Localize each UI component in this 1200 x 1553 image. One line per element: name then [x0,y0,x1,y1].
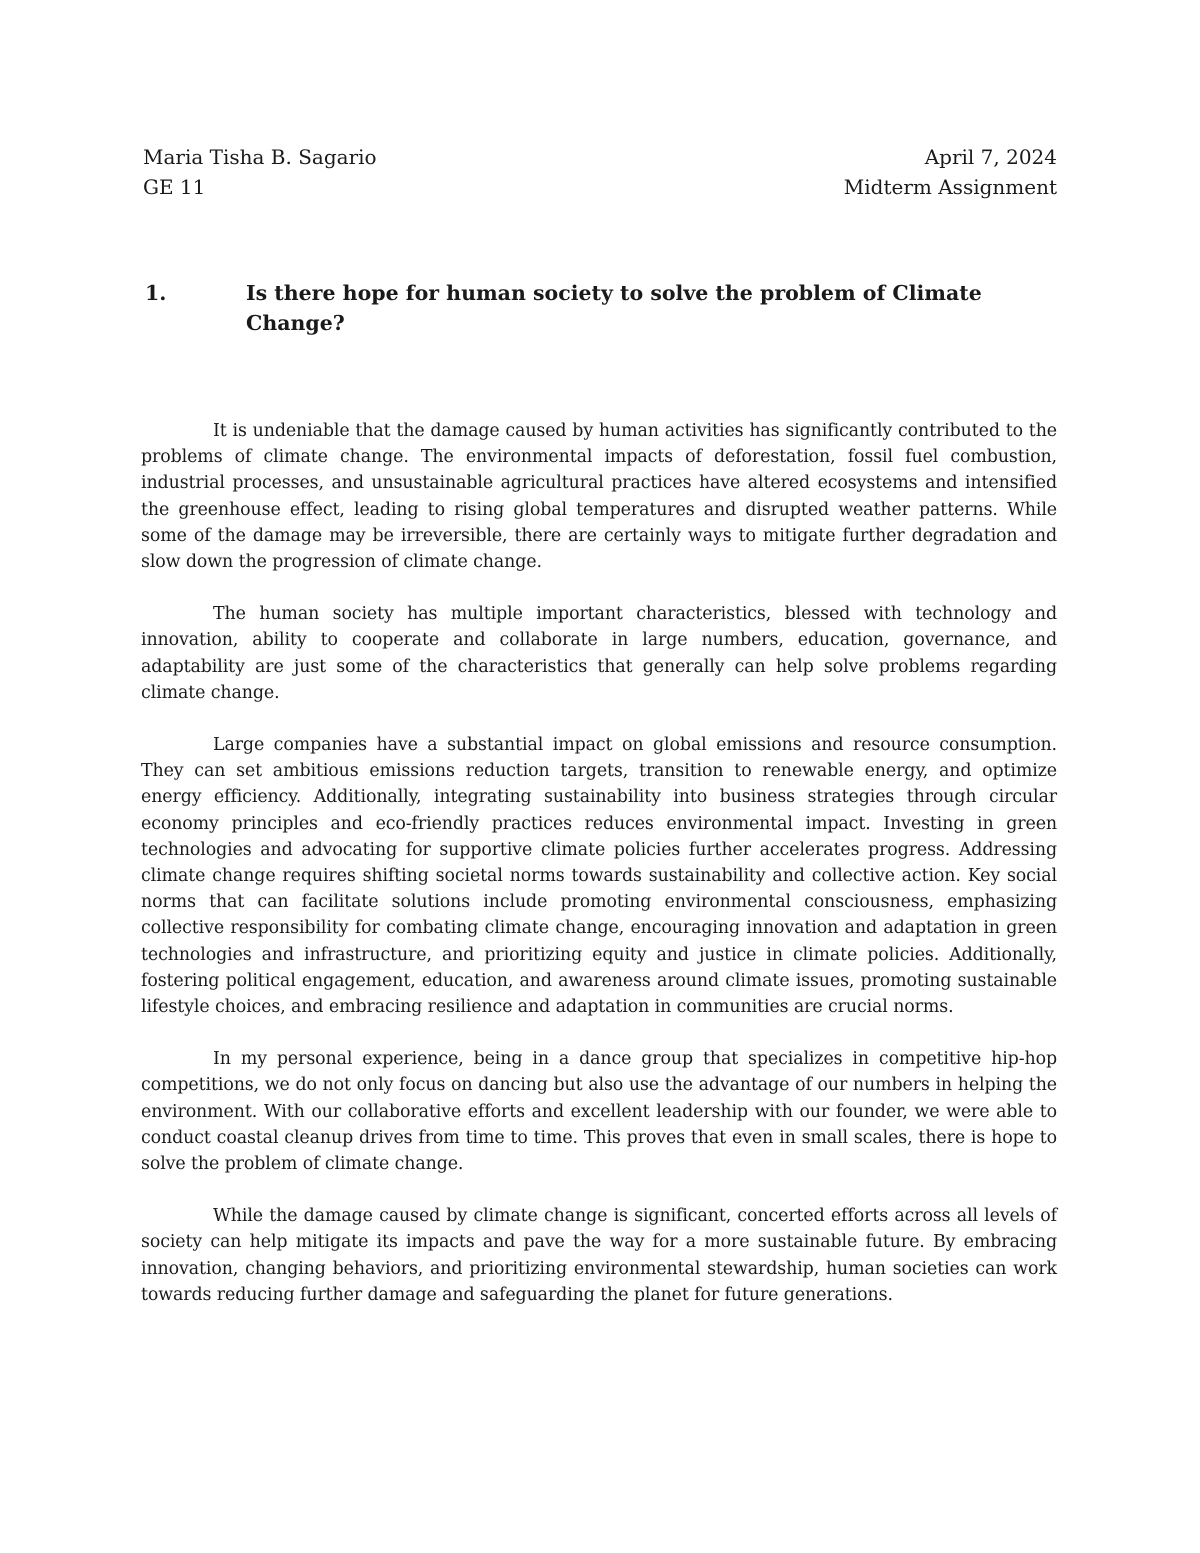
paragraph: The human society has multiple important characteristics, blessed with technology and innovation, ability to cooperate and collaborate in large numbers, education, governance, and adaptability are just some of the characteristics that generally can help solve problems regarding climate change. [141,604,1057,703]
course-code: GE 11 [143,175,206,199]
document-date: April 7, 2024 [924,145,1057,169]
paragraph: Large companies have a substantial impact on global emissions and resource consumption. They can set ambitious emissions reduction targets, transition to renewable energy, and optimize energy efficiency. Additionally, integrating sustainability into business strategies through circular economy principles and eco-friendly practices reduces environmental impact. Investing in green technologies and advocating for supportive climate policies further accelerates progress. Addressing climate change requires shifting societal norms towards sustainability and collective action. Key social norms that can facilitate solutions include promoting environmental consciousness, emphasizing collective responsibility for combating climate change, encouraging innovation and adaptation in green technologies and infrastructure, and prioritizing equity and justice in climate policies. Additionally, fostering political engagement, education, and awareness around climate issues, promoting sustainable lifestyle choices, and embracing resilience and adaptation in communities are crucial norms. [141,735,1057,1018]
document-header [143,142,1057,202]
question-heading [145,278,1005,338]
author-name: Maria Tisha B. Sagario [143,145,377,169]
header-row-2 [143,172,1057,202]
assignment-title: Midterm Assignment [843,175,1057,199]
header-row-1 [143,142,1057,172]
question-text: Is there hope for human society to solve the problem of Climate Change? [246,281,982,335]
essay-body [141,418,1057,1334]
question-number: 1. [145,281,167,305]
paragraph: While the damage caused by climate change is significant, concerted efforts across all levels of society can help mitigate its impacts and pave the way for a more sustainable future. By embracing innovation, changing behaviors, and prioritizing environmental stewardship, human societies can work towards reducing further damage and safeguarding the planet for future generations. [141,1206,1057,1305]
paragraph: In my personal experience, being in a dance group that specializes in competitive hip-hop competitions, we do not only focus on dancing but also use the advantage of our numbers in helping the environment. With our collaborative efforts and excellent leadership with our founder, we were able to conduct coastal cleanup drives from time to time. This proves that even in small scales, there is hope to solve the problem of climate change. [141,1049,1057,1175]
paragraph: It is undeniable that the damage caused by human activities has significantly contributed to the problems of climate change. The environmental impacts of deforestation, fossil fuel combustion, industrial processes, and unsustainable agricultural practices have altered ecosystems and intensified the greenhouse effect, leading to rising global temperatures and disrupted weather patterns. While some of the damage may be irreversible, there are certainly ways to mitigate further degradation and slow down the progression of climate change. [141,421,1057,573]
